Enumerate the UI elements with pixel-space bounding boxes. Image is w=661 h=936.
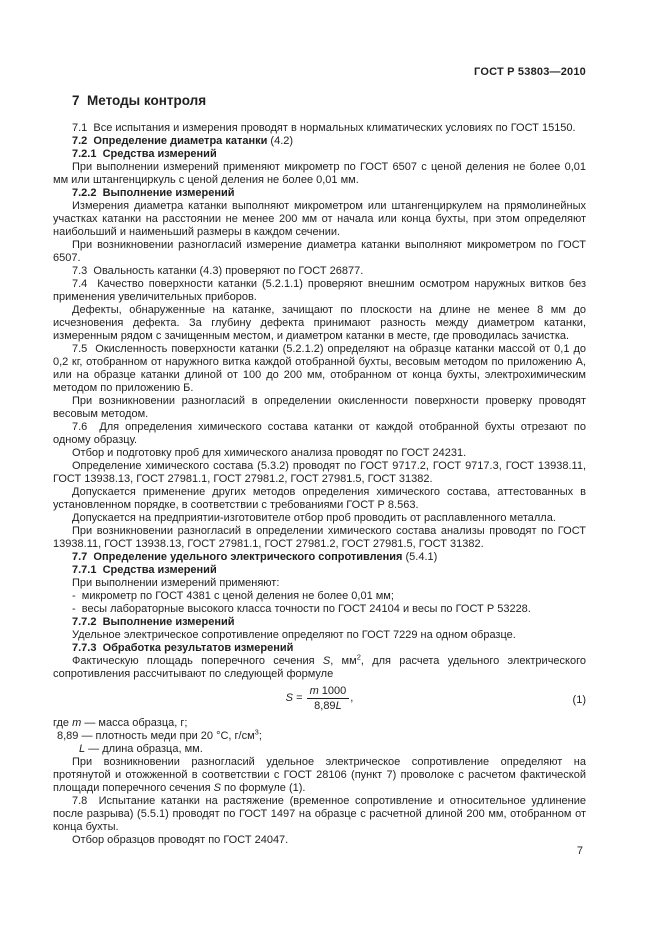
text-segment: Измерения диаметра катанки выполняют микрометром или штангенциркулем на прямолинейных участках катанки на расстоянии не менее 200 мм от начала или конца бухты, при этом определяют наибольший и наименьший размеры в каждом сечении.	[53, 200, 586, 238]
clause-7-2-1-heading	[53, 148, 586, 161]
clause-7-8	[53, 795, 586, 834]
clause-7-7-3-text	[53, 652, 586, 681]
text-segment: Удельное электрическое сопротивление определяют по ГОСТ 7229 на одном образце.	[72, 629, 516, 641]
clause-7-6-text-3	[53, 486, 586, 512]
text-segment: Отбор и подготовку проб для химического анализа проводят по ГОСТ 24231.	[72, 447, 467, 459]
clause-7-6-text-1	[53, 447, 586, 460]
section-title: 7 Методы контроля	[72, 93, 207, 108]
text-segment: 7.2.1 Средства измерений	[72, 148, 217, 160]
clause-7-3	[53, 265, 586, 278]
text-segment: m	[72, 717, 82, 729]
text-segment: 7.3 Овальность катанки (4.3) проверяют по ГОСТ 26877.	[72, 265, 364, 277]
equation-tail: ,	[350, 692, 354, 705]
formula-1-where-m	[53, 717, 586, 730]
clause-7-2-heading	[53, 135, 586, 148]
text-segment: При выполнении измерений применяют:	[72, 577, 280, 589]
text-segment: 7.7.2 Выполнение измерений	[72, 616, 235, 628]
text-segment: 7.7 Определение удельного электрического сопротивления	[72, 551, 403, 563]
text-segment: 7.8 Испытание катанки на растяжение (временное сопротивление и относительное удлинение после разрыва) (5.5.1) проводят по ГОСТ 1497 на образце с расчетной длиной 200 мм, отобранном от конца бухты.	[53, 795, 586, 833]
clause-7-7-3-text-2	[53, 756, 586, 795]
text-segment: где	[53, 717, 73, 729]
text-segment: S	[213, 782, 221, 794]
text-segment: 7.7.1 Средства измерений	[72, 564, 217, 576]
text-segment: При возникновении разногласий измерение диаметра катанки выполняют микрометром по ГОСТ 6507.	[53, 239, 586, 264]
fraction	[307, 685, 350, 712]
fraction-denominator	[307, 699, 350, 712]
text-segment: =	[293, 692, 306, 705]
text-segment: (5.4.1)	[402, 551, 438, 563]
text-segment: L	[335, 700, 342, 712]
text-segment: 7.6 Для определения химического состава катанки от каждой отобранной бухты отрезают по одному образцу.	[53, 421, 586, 446]
text-segment: 8,89	[314, 700, 336, 712]
clause-7-2-2-text-2	[53, 239, 586, 265]
document-body	[53, 122, 586, 847]
text-segment: 7.2.2 Выполнение измерений	[72, 187, 235, 199]
clause-7-4-text	[53, 304, 586, 343]
text-segment: S	[285, 692, 294, 705]
text-segment: - микрометр по ГОСТ 4381 с ценой деления не более 0,01 мм;	[72, 590, 394, 602]
text-segment: Фактическую площадь поперечного сечения	[72, 655, 323, 667]
text-segment: , мм	[330, 655, 357, 667]
equation-number: (1)	[572, 694, 586, 706]
text-segment: Допускается применение других методов определения химического состава, аттестованных в установленном порядке, в соответствии с требованиями ГОСТ Р 8.563.	[53, 486, 586, 511]
clause-7-6-text-5	[53, 525, 586, 551]
text-segment: 1000	[318, 685, 347, 697]
text-segment: При возникновении разногласий удельное электрическое сопротивление определяют на протянутой и отожженной в соответствии с ГОСТ 28106 (пункт 7) проволоке с расчетом фактической площади поперечного сечения	[53, 756, 586, 794]
clause-7-7-1-item-2	[53, 603, 586, 616]
clause-7-7-heading	[53, 551, 586, 564]
text-segment: При возникновении разногласий в определении окисленности поверхности проверку проводят весовым методом.	[53, 395, 586, 420]
clause-7-7-3-heading	[53, 642, 586, 655]
clause-7-8-text	[53, 834, 586, 847]
text-segment: (4.2)	[267, 135, 294, 147]
page-content	[53, 0, 586, 847]
page-number: 7	[576, 845, 583, 857]
text-segment: S	[322, 655, 331, 667]
clause-7-2-2-text-1	[53, 200, 586, 239]
clause-7-2-1-text	[53, 161, 586, 187]
clause-7-5	[53, 343, 586, 395]
fraction-numerator	[307, 685, 350, 699]
clause-7-7-1-heading	[53, 564, 586, 577]
text-segment: L	[79, 743, 86, 755]
text-segment: Допускается на предприятии-изготовителе отбор проб проводить от расплавленного металла.	[72, 512, 556, 524]
text-segment: по формуле (1).	[220, 782, 306, 794]
text-segment: Определение химического состава (5.3.2) проводят по ГОСТ 9717.2, ГОСТ 9717.3, ГОСТ 13938.11, ГОСТ 13938.13, ГОСТ 27981.1, ГОСТ 27981.2, ГОСТ 27981.5, ГОСТ 31382.	[53, 460, 586, 485]
clause-7-2-2-heading	[53, 187, 586, 200]
clause-7-5-text	[53, 395, 586, 421]
text-segment: При возникновении разногласий в определении химического состава анализы проводят по ГОСТ 13938.11, ГОСТ 13938.13, ГОСТ 27981.1, ГОСТ 27981.2, ГОСТ 27981.5, ГОСТ 31382.	[53, 525, 586, 550]
clause-7-1	[53, 122, 586, 135]
text-segment: Отбор образцов проводят по ГОСТ 24047.	[72, 834, 289, 846]
clause-7-7-1-item-1	[53, 590, 586, 603]
text-segment: 2	[356, 652, 361, 662]
text-segment: ;	[258, 730, 262, 742]
text-segment: 7.5 Окисленность поверхности катанки (5.2.1.2) определяют на образце катанки массой от 0,1 до 0,2 кг, отобранном от наружного витка каждой отобранной бухты, весовым методом по приложению А, или на образце катанки длиной от 100 до 200 мм, отобранном от конца бухты, электрохимическим методом по приложению Б.	[53, 343, 586, 394]
text-segment: — масса образца, г;	[81, 717, 188, 729]
text-segment: , для расчета удельного электрического сопротивления рассчитывают по следующей формуле	[53, 655, 586, 680]
clause-7-6	[53, 421, 586, 447]
text-segment: m	[309, 685, 319, 697]
text-segment: При выполнении измерений применяют микрометр по ГОСТ 6507 с ценой деления не более 0,01 мм или штангенциркуль с ценой деления не более 0,01 мм.	[53, 161, 586, 186]
text-segment: 8,89 — плотность меди при 20 °С, г/см	[57, 730, 255, 742]
formula-1-where-density	[53, 727, 586, 743]
text-segment: Дефекты, обнаруженные на катанке, зачищают по плоскости на длине не менее 8 мм до исчезновения дефекта. За глубину дефекта принимают разность между диаметром катанки, измеренным рядом с зачищенным местом, и диаметром катанки в месте, где проводилась зачистка.	[53, 304, 586, 342]
text-segment: 7.1 Все испытания и измерения проводят в нормальных климатических условиях по ГОСТ 15150.	[72, 122, 576, 134]
clause-7-4	[53, 278, 586, 304]
equation	[285, 685, 354, 712]
running-header: ГОСТ Р 53803—2010	[474, 66, 586, 78]
clause-7-7-2-heading	[53, 616, 586, 629]
text-segment: - весы лабораторные высокого класса точности по ГОСТ 24104 и весы по ГОСТ Р 53228.	[72, 603, 531, 615]
clause-7-6-text-2	[53, 460, 586, 486]
clause-7-6-text-4	[53, 512, 586, 525]
formula-1-where-length	[53, 743, 586, 756]
clause-7-7-2-text	[53, 629, 586, 642]
text-segment: 7.7.3 Обработка результатов измерений	[72, 642, 294, 654]
text-segment: 3	[254, 727, 259, 737]
text-segment: 7.2 Определение диаметра катанки	[72, 135, 268, 147]
clause-7-7-1-text	[53, 577, 586, 590]
formula-1	[53, 685, 586, 712]
text-segment: — длина образца, мм.	[85, 743, 203, 755]
text-segment: 7.4 Качество поверхности катанки (5.2.1.1) проверяют внешним осмотром наружных витков без применения увеличительных приборов.	[53, 278, 586, 303]
